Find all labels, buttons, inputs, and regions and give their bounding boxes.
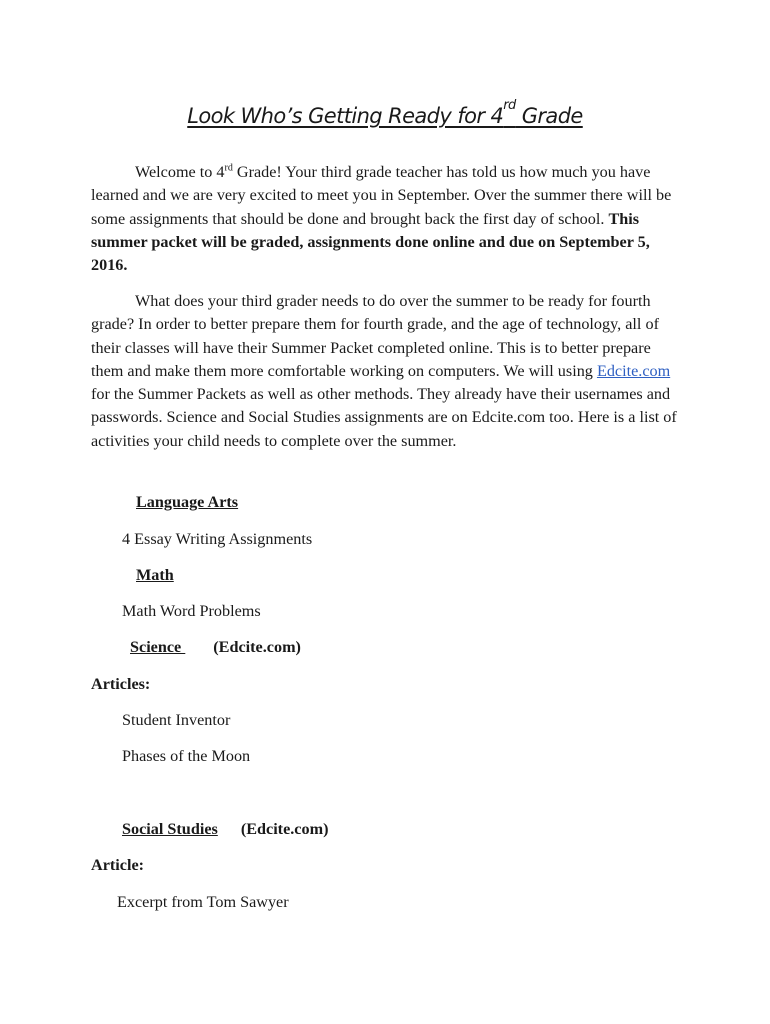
science-article-1: Student Inventor (122, 711, 231, 729)
welcome-text-a: Welcome to 4 (135, 163, 225, 181)
title-part1: Look Who’s Getting Ready for 4 (187, 104, 504, 128)
instructions-paragraph (91, 290, 683, 453)
instructions-text-b: for the Summer Packets as well as other methods. They already have their usernames and passwords. Science and Social Studies assignments are on Edcite.com too. Here is a list of activities your child needs to complete over the summer. (91, 385, 677, 450)
title-part2: Grade (515, 104, 583, 128)
math-item: Math Word Problems (122, 602, 261, 620)
social-studies-note: (Edcite.com) (240, 820, 329, 838)
science-heading-row (130, 637, 301, 657)
welcome-paragraph (91, 161, 683, 277)
science-heading: Science (130, 638, 186, 656)
page-title (0, 98, 770, 128)
language-arts-heading: Language Arts (136, 493, 239, 511)
social-studies-heading: Social Studies (122, 820, 218, 838)
title-text (187, 98, 583, 128)
title-superscript: rd (503, 98, 516, 113)
social-studies-article-label: Article: (91, 856, 145, 874)
welcome-superscript: rd (224, 162, 233, 174)
science-article-2: Phases of the Moon (122, 747, 251, 765)
science-articles-label: Articles: (91, 675, 151, 693)
edcite-link[interactable]: Edcite.com (596, 361, 671, 380)
grading-notice: This summer packet will be graded, assignments done online and due on September 5, 2016. (91, 209, 650, 275)
instructions-text-a: What does your third grader needs to do over the summer to be ready for fourth grade? In order to better prepare them for fourth grade, and the age of technology, all of their classes will have their Summer Packet completed online. This is to better prepare them and make them more comfortable working on computers. We will using (91, 292, 659, 380)
social-studies-article-1: Excerpt from Tom Sawyer (117, 893, 289, 911)
science-note: (Edcite.com) (213, 638, 301, 656)
math-heading: Math (136, 566, 174, 584)
language-arts-item: 4 Essay Writing Assignments (122, 530, 313, 548)
welcome-text-b: Grade! Your third grade teacher has told us how much you have learned and we are very excited to meet you in September. Over the summer there will be some assignments that should be done and brought back the first day of school. (91, 163, 672, 228)
social-studies-heading-row (122, 819, 328, 839)
